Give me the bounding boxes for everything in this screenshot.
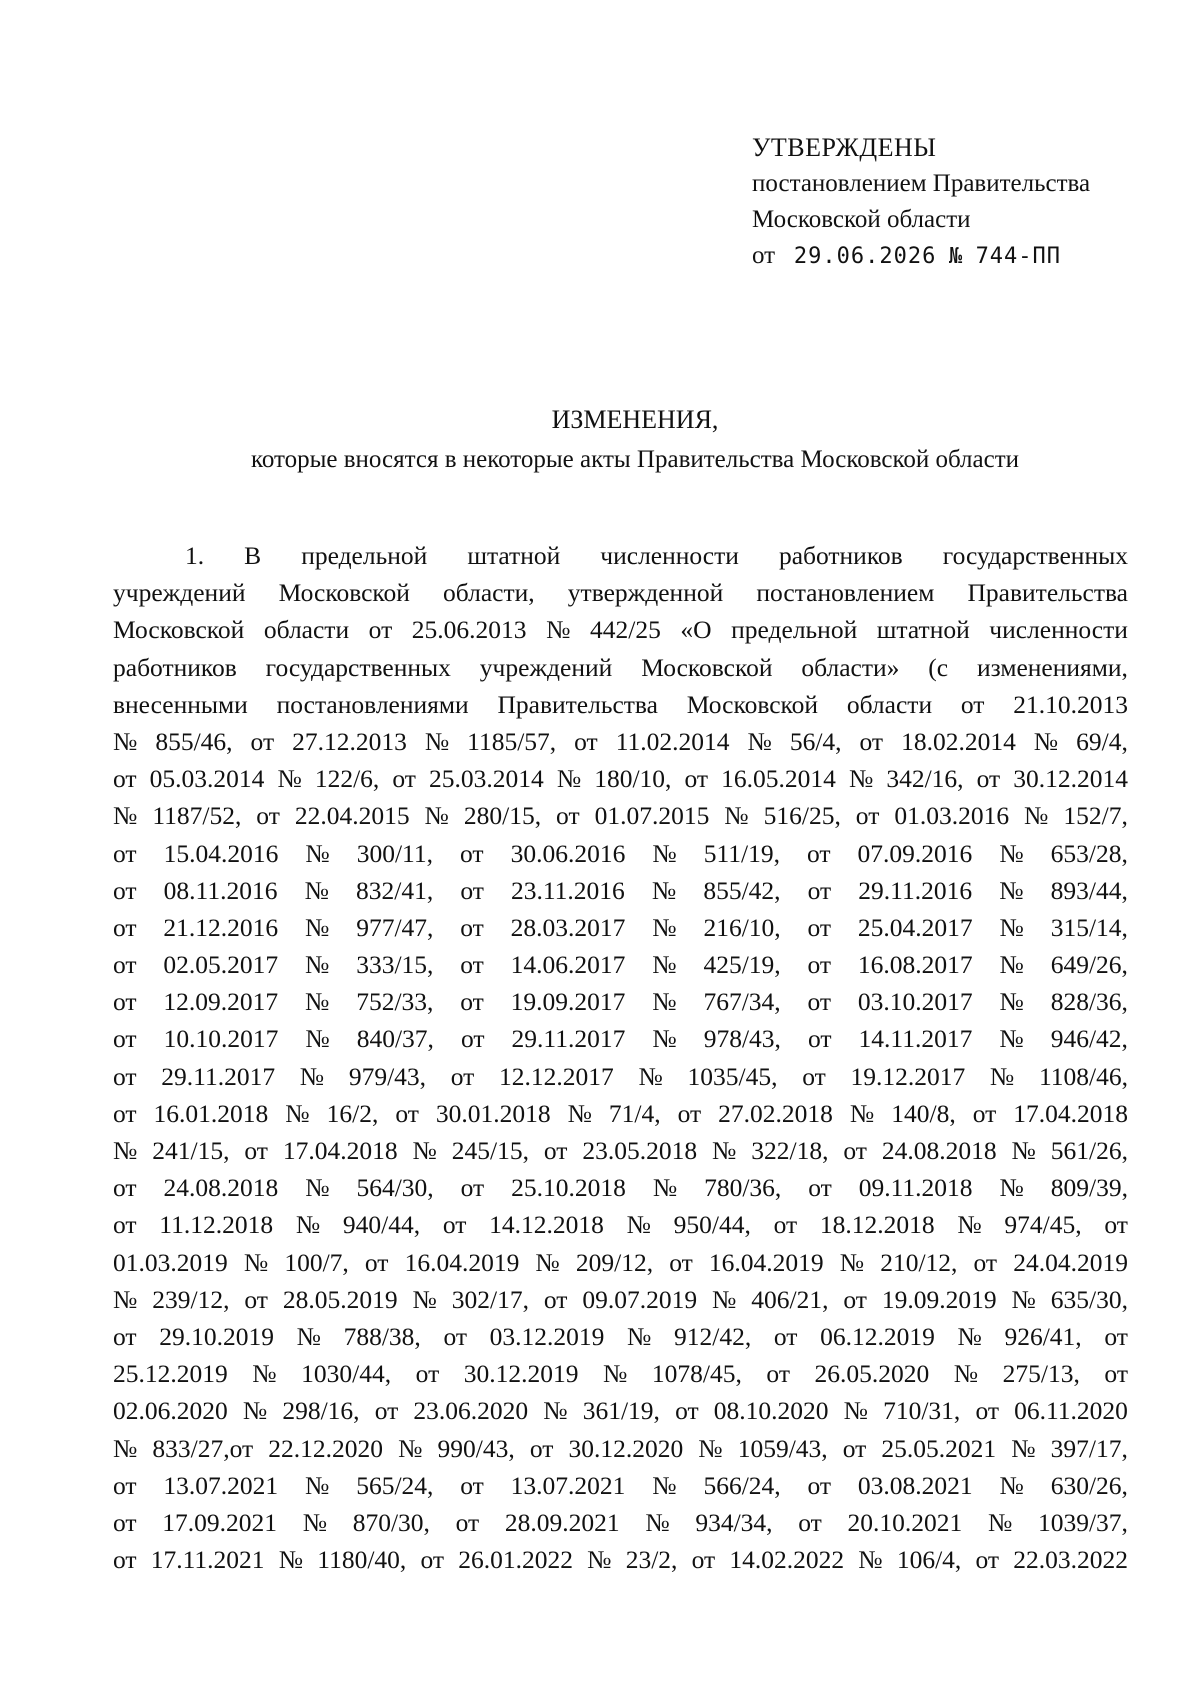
approval-line-2: Московской области [752, 206, 971, 233]
paragraph-line: 25.12.2019 № 1030/44, от 30.12.2019 № 1078/45, от 26.05.2020 № 275/13, от [113, 1359, 1128, 1389]
paragraph-line: № 241/15, от 17.04.2018 № 245/15, от 23.05.2018 № 322/18, от 24.08.2018 № 561/26, [113, 1136, 1128, 1165]
paragraph-line: от 08.11.2016 № 832/41, от 23.11.2016 № 855/42, от 29.11.2016 № 893/44, [113, 875, 1128, 905]
paragraph-line: внесенными постановлениями Правительства Московской области от 21.10.2013 [113, 689, 1128, 719]
paragraph-line: 02.06.2020 № 298/16, от 23.06.2020 № 361/19, от 08.10.2020 № 710/31, от 06.11.2020 [113, 1396, 1128, 1426]
paragraph-line: от 21.12.2016 № 977/47, от 28.03.2017 № 216/10, от 25.04.2017 № 315/14, [113, 912, 1128, 942]
paragraph-line: № 1187/52, от 22.04.2015 № 280/15, от 01.07.2015 № 516/25, от 01.03.2016 № 152/7, [113, 801, 1128, 831]
approval-block [752, 130, 1090, 275]
paragraph-line: от 24.08.2018 № 564/30, от 25.10.2018 № 780/36, от 09.11.2018 № 809/39, [113, 1173, 1128, 1203]
paragraph-line: № 855/46, от 27.12.2013 № 1185/57, от 11.02.2014 № 56/4, от 18.02.2014 № 69/4, [113, 726, 1128, 756]
approval-line-1: постановлением Правительства [752, 170, 1091, 197]
approval-number-sign: № [948, 244, 964, 269]
paragraph-line: работников государственных учреждений Московской области» (с изменениями, [113, 652, 1128, 682]
paragraph-line: от 10.10.2017 № 840/37, от 29.11.2017 № 978/43, от 14.11.2017 № 946/42, [113, 1024, 1128, 1054]
paragraph-line: от 02.05.2017 № 333/15, от 14.06.2017 № 425/19, от 16.08.2017 № 649/26, [113, 950, 1128, 980]
approval-title: УТВЕРЖДЕНЫ [752, 133, 937, 162]
paragraph-1 [113, 537, 1128, 1578]
paragraph-line: от 29.10.2019 № 788/38, от 03.12.2019 № 912/42, от 06.12.2019 № 926/41, от [113, 1321, 1128, 1351]
paragraph-line: № 239/12, от 28.05.2019 № 302/17, от 09.07.2019 № 406/21, от 19.09.2019 № 635/30, [113, 1284, 1128, 1314]
document-title: ИЗМЕНЕНИЯ, [551, 405, 719, 434]
paragraph-line: Московской области от 25.06.2013 № 442/25 «О предельной штатной численности [113, 615, 1128, 645]
paragraph-line: от 15.04.2016 № 300/11, от 30.06.2016 № 511/19, от 07.09.2016 № 653/28, [113, 838, 1128, 868]
approval-date-line [752, 238, 1090, 275]
paragraph-line: от 12.09.2017 № 752/33, от 19.09.2017 № 767/34, от 03.10.2017 № 828/36, [113, 987, 1128, 1017]
paragraph-line: от 11.12.2018 № 940/44, от 14.12.2018 № 950/44, от 18.12.2018 № 974/45, от [113, 1210, 1128, 1240]
document-subtitle: которые вносятся в некоторые акты Правительства Московской области [250, 446, 1020, 473]
approval-date-prefix: от [752, 242, 776, 269]
paragraph-line: 01.03.2019 № 100/7, от 16.04.2019 № 209/12, от 16.04.2019 № 210/12, от 24.04.2019 [113, 1247, 1128, 1277]
approval-number: 744-ПП [975, 244, 1062, 269]
paragraph-line: 1. В предельной штатной численности работников государственных [185, 541, 1128, 570]
paragraph-line: от 16.01.2018 № 16/2, от 30.01.2018 № 71/4, от 27.02.2018 № 140/8, от 17.04.2018 [113, 1098, 1128, 1128]
paragraph-line: учреждений Московской области, утвержденной постановлением Правительства [113, 578, 1128, 608]
paragraph-line: от 13.07.2021 № 565/24, от 13.07.2021 № 566/24, от 03.08.2021 № 630/26, [113, 1470, 1128, 1500]
paragraph-line: от 17.09.2021 № 870/30, от 28.09.2021 № 934/34, от 20.10.2021 № 1039/37, [113, 1507, 1128, 1537]
paragraph-line: от 17.11.2021 № 1180/40, от 26.01.2022 № 23/2, от 14.02.2022 № 106/4, от 22.03.2022 [113, 1545, 1128, 1575]
paragraph-line: от 29.11.2017 № 979/43, от 12.12.2017 № 1035/45, от 19.12.2017 № 1108/46, [113, 1061, 1128, 1091]
approval-date: 29.06.2026 [793, 244, 937, 269]
paragraph-line: от 05.03.2014 № 122/6, от 25.03.2014 № 180/10, от 16.05.2014 № 342/16, от 30.12.2014 [113, 764, 1128, 794]
paragraph-line: № 833/27,от 22.12.2020 № 990/43, от 30.12.2020 № 1059/43, от 25.05.2021 № 397/17, [113, 1433, 1128, 1463]
